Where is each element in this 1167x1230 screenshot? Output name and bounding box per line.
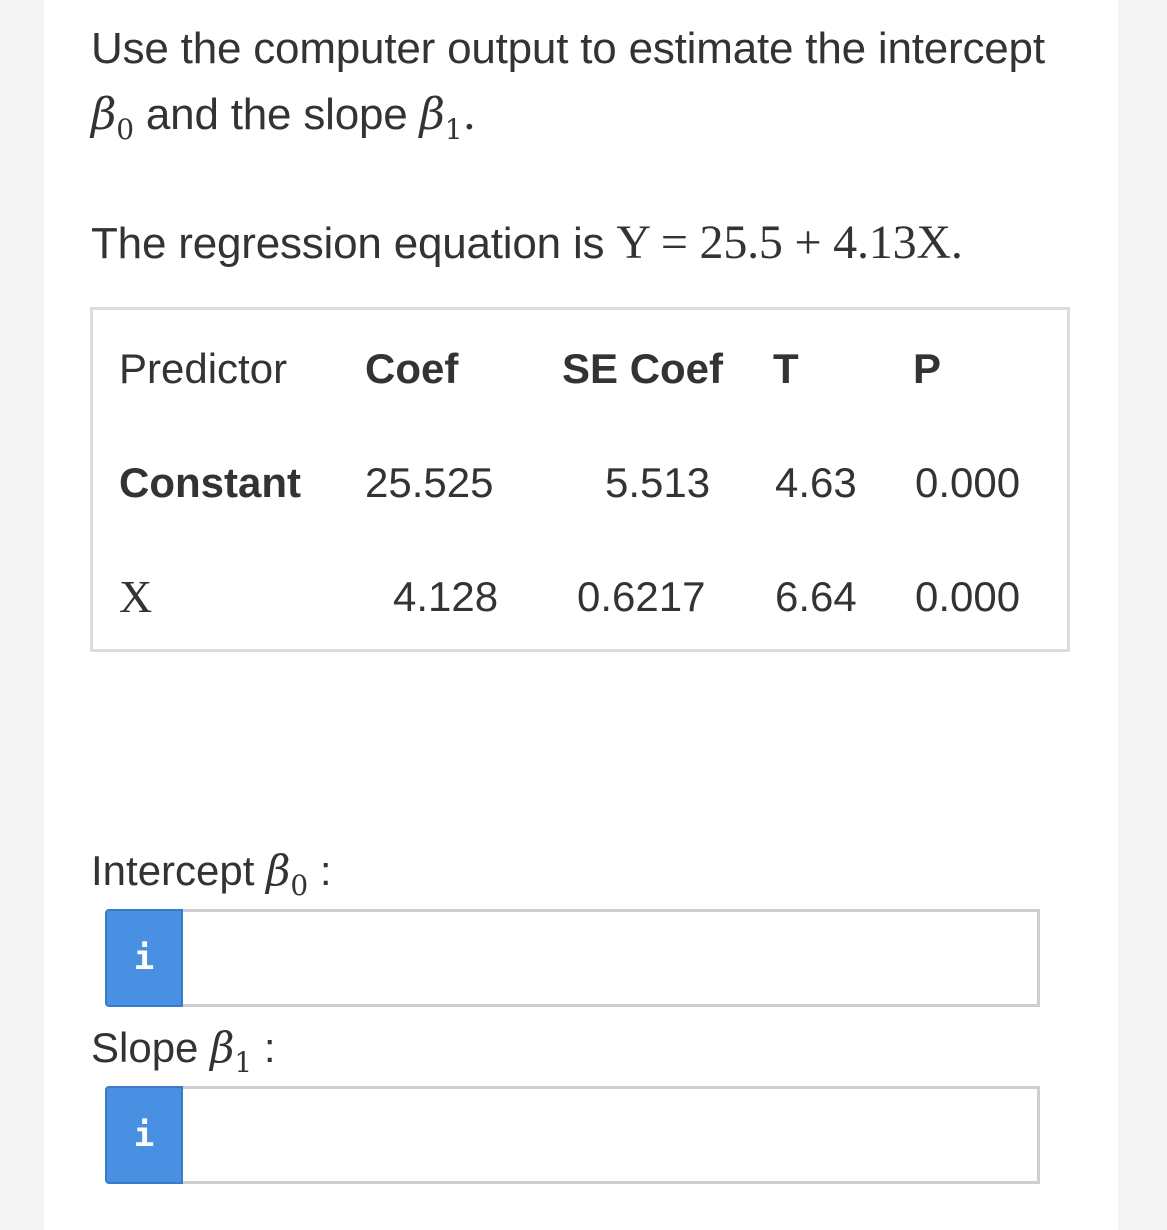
question-text	[91, 16, 1071, 148]
equation-math: Y = 25.5 + 4.13X.	[616, 216, 963, 269]
slope-answer-row	[105, 1086, 1040, 1184]
row-x-t: 6.64	[775, 573, 857, 620]
row-constant-coef: 25.525	[365, 459, 494, 506]
row-x-predictor: X	[119, 571, 153, 622]
info-icon: i	[133, 938, 155, 978]
regression-output-table	[90, 307, 1070, 652]
info-icon: i	[133, 1115, 155, 1155]
row-x-p: 0.000	[915, 573, 1021, 620]
slope-beta-symbol: $\beta_1$	[210, 1023, 253, 1079]
row-constant-se-coef: 5.513	[605, 459, 711, 506]
equation-prefix: The regression equation is	[91, 219, 617, 268]
intercept-info-button[interactable]	[105, 909, 183, 1007]
row-constant-predictor: Constant	[119, 459, 301, 506]
row-x-se-coef: 0.6217	[577, 573, 706, 620]
regression-equation	[91, 210, 963, 277]
question-text-middle: and the slope	[133, 90, 420, 139]
row-constant-t: 4.63	[775, 459, 857, 506]
intercept-answer-row	[105, 909, 1040, 1007]
beta1-symbol: $\beta_1$	[419, 89, 463, 146]
question-text-before: Use the computer output to estimate the intercept	[91, 24, 1045, 73]
intercept-beta-symbol: $\beta_0$	[266, 846, 309, 902]
question-period: .	[462, 89, 477, 140]
slope-info-button[interactable]	[105, 1086, 183, 1184]
header-p: P	[913, 345, 942, 392]
header-t: T	[773, 345, 799, 392]
header-coef: Coef	[365, 345, 459, 392]
slope-input[interactable]	[183, 1086, 1040, 1184]
beta0-symbol: $\beta_0$	[91, 89, 134, 146]
row-x-coef: 4.128	[393, 573, 499, 620]
intercept-input[interactable]	[183, 909, 1040, 1007]
row-constant-p: 0.000	[915, 459, 1021, 506]
intercept-label: Intercept $\beta_0$ :	[91, 846, 332, 902]
header-se-coef: SE Coef	[562, 345, 724, 392]
slope-label: Slope $\beta_1$ :	[91, 1023, 276, 1079]
header-predictor: Predictor	[119, 345, 288, 392]
